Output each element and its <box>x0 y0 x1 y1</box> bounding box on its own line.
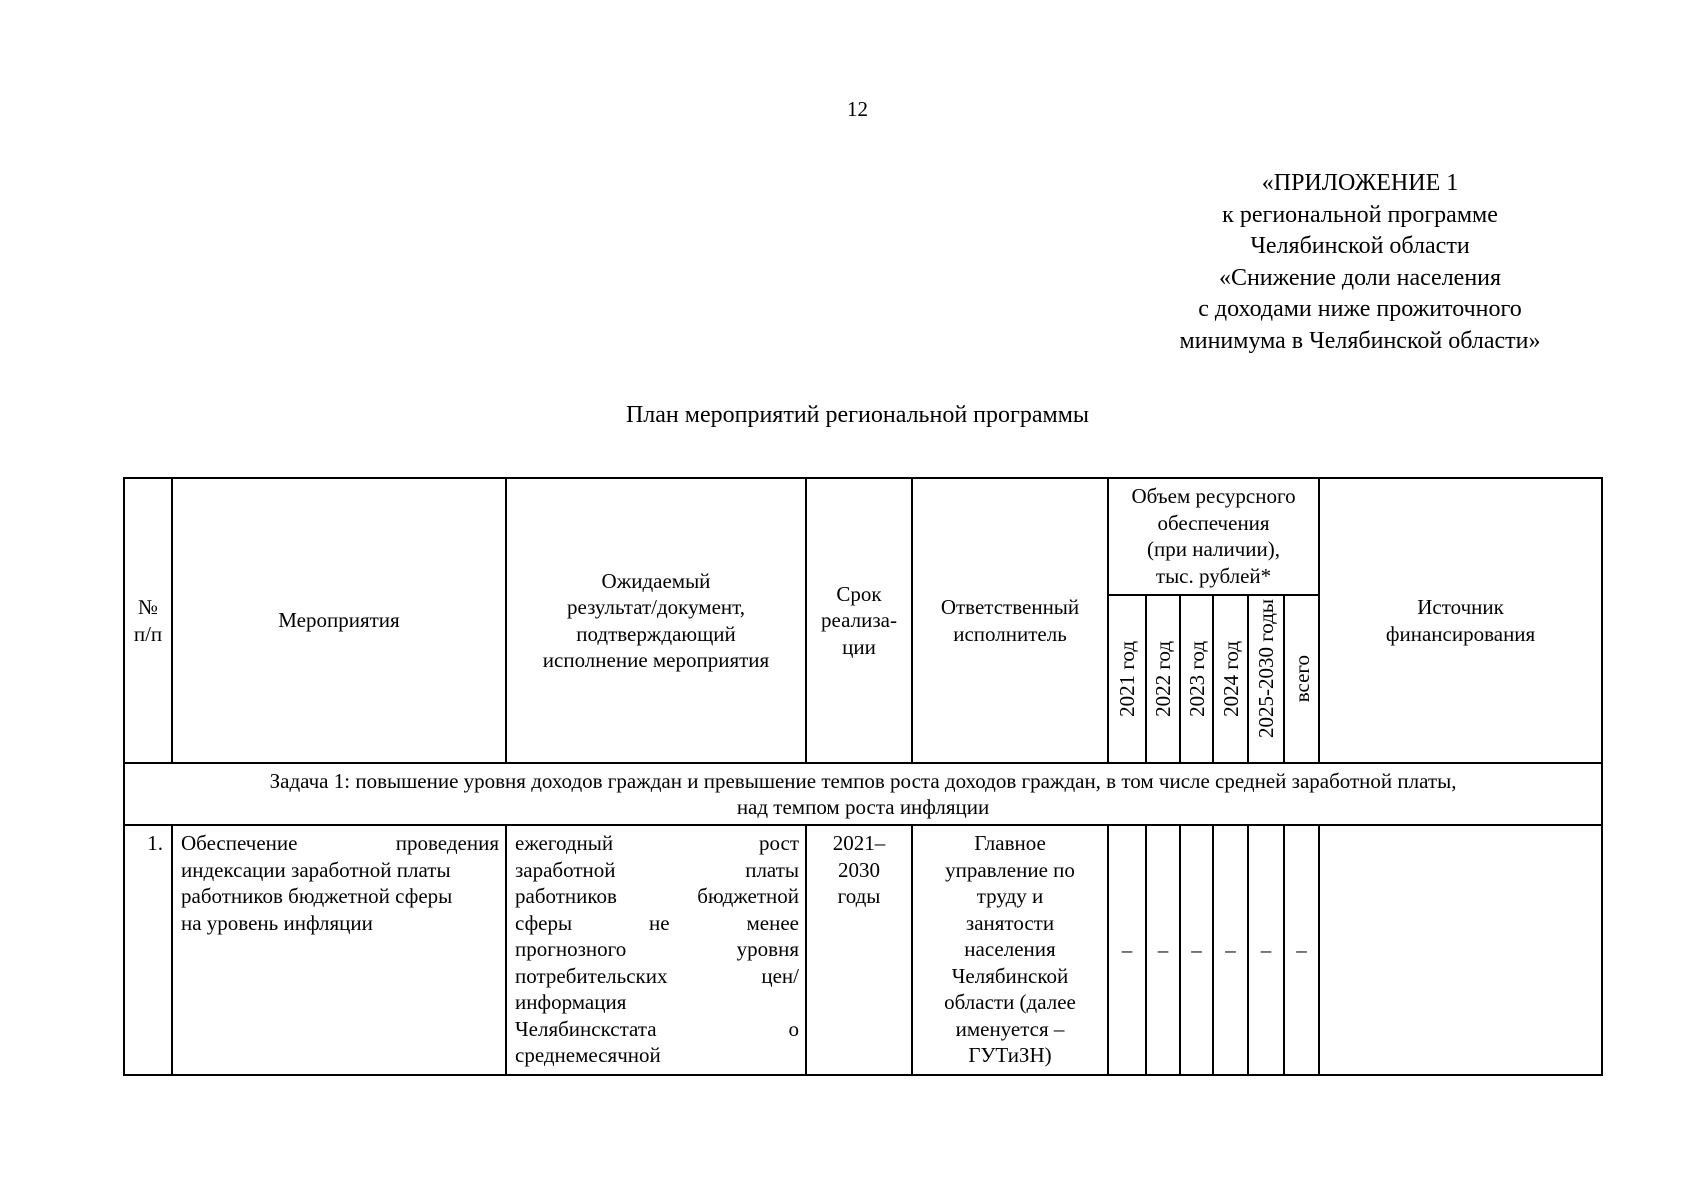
executor-line: Главное <box>974 831 1046 855</box>
measure-line: работников бюджетной сферы <box>181 884 453 908</box>
header-resources-line: Объем ресурсного <box>1131 484 1296 508</box>
measure-word: проведения <box>395 831 499 855</box>
result-word: сферы <box>515 910 573 935</box>
result-line <box>515 910 799 937</box>
result-word: цен/ <box>761 963 799 988</box>
header-year-2025-2030 <box>1248 595 1284 763</box>
header-result <box>506 478 806 763</box>
page-number: 12 <box>847 97 868 121</box>
result-word: платы <box>745 857 799 882</box>
header-resources-line: (при наличии), <box>1147 537 1281 561</box>
measure-word: Обеспечение <box>181 831 298 855</box>
executor-line: управление по <box>945 857 1075 882</box>
result-line <box>515 963 799 990</box>
header-source <box>1319 478 1602 763</box>
result-word: прогнозного <box>515 937 627 961</box>
header-executor <box>912 478 1108 763</box>
result-line <box>515 883 799 910</box>
executor-line: занятости <box>965 910 1055 935</box>
appendix-line: к региональной программе <box>1222 201 1498 228</box>
table-row <box>124 825 1602 1075</box>
header-resources-line: обеспечения <box>1157 510 1270 535</box>
executor-line: Челябинской <box>951 963 1069 988</box>
appendix-line: с доходами ниже прожиточного <box>1198 296 1522 322</box>
row-num: 1. <box>124 825 172 1075</box>
header-result-line: Ожидаемый <box>601 568 711 593</box>
header-year-label: 2023 год <box>1184 641 1209 717</box>
header-source-line: финансирования <box>1385 621 1536 646</box>
value-total: – <box>1284 825 1319 1075</box>
row-measure <box>172 825 506 1075</box>
header-total <box>1284 595 1319 763</box>
value-2024: – <box>1213 825 1248 1075</box>
result-line: информация <box>515 990 627 1014</box>
executor-line: труду и <box>976 884 1044 908</box>
task-row <box>124 763 1602 825</box>
header-term <box>806 478 912 763</box>
result-word: уровня <box>736 937 799 961</box>
header-resources-line: тыс. рублей* <box>1155 563 1272 588</box>
header-year-label: 2025-2030 годы <box>1254 599 1278 739</box>
action-plan-table <box>123 477 1603 1076</box>
measure-line: на уровень инфляции <box>181 910 373 935</box>
result-word: не <box>649 910 670 935</box>
header-year-2024 <box>1213 595 1248 763</box>
value-2022: – <box>1146 825 1180 1075</box>
header-term-line: Срок <box>836 581 882 606</box>
result-word: работников <box>515 884 617 908</box>
term-line: 2021– <box>832 831 886 855</box>
header-num <box>124 478 172 763</box>
appendix-line: минимума в Челябинской области» <box>1179 327 1541 354</box>
appendix-line: «Снижение доли населения <box>1218 264 1502 291</box>
header-measures <box>172 478 506 763</box>
header-year-2023 <box>1180 595 1213 763</box>
row-executor <box>912 825 1108 1075</box>
header-result-line: исполнение мероприятия <box>542 648 770 672</box>
measure-line: индексации заработной платы <box>181 857 451 882</box>
header-result-line: результат/документ, <box>567 595 745 619</box>
executor-line: населения <box>964 937 1056 961</box>
header-year-label: 2021 год <box>1115 641 1139 717</box>
header-executor-line: Ответственный <box>940 595 1080 619</box>
value-2023: – <box>1180 825 1213 1075</box>
header-year-2021 <box>1108 595 1146 763</box>
row-term <box>806 825 912 1075</box>
task-line: над темпом роста инфляции <box>736 795 990 819</box>
task-line: Задача 1: повышение уровня доходов граждан и превышение темпов роста доходов граждан, в том числе средней заработной платы, <box>269 769 1457 793</box>
header-executor-line: исполнитель <box>953 621 1067 646</box>
term-line: 2030 <box>838 857 880 882</box>
header-term-line: реализа- <box>821 608 897 633</box>
result-word: заработной <box>515 857 616 882</box>
term-line: годы <box>837 884 881 908</box>
appendix-line: Челябинской области <box>1250 233 1470 259</box>
header-source-line: Источник <box>1417 595 1504 619</box>
document-title: План мероприятий региональной программы <box>625 402 1090 428</box>
result-word: ежегодный <box>515 831 614 855</box>
header-num-line: № <box>137 595 159 619</box>
row-source <box>1319 825 1602 1075</box>
result-line: среднемесячной <box>515 1043 661 1067</box>
value-2021: – <box>1108 825 1146 1075</box>
appendix-heading <box>1150 168 1570 357</box>
executor-line: именуется – <box>955 1016 1065 1041</box>
executor-line: ГУТиЗН) <box>968 1043 1052 1067</box>
header-result-line: подтверждающий <box>576 621 736 646</box>
result-word: бюджетной <box>697 884 799 908</box>
result-word: о <box>788 1016 799 1041</box>
header-year-label: 2022 год <box>1151 641 1175 717</box>
header-measures-label: Мероприятия <box>278 608 400 633</box>
measure-line <box>181 830 499 857</box>
header-year-label: всего <box>1289 655 1314 703</box>
row-result <box>506 825 806 1075</box>
appendix-line: «ПРИЛОЖЕНИЕ 1 <box>1261 170 1459 196</box>
result-line <box>515 936 799 963</box>
result-word: рост <box>758 831 799 855</box>
header-num-line: п/п <box>133 621 163 646</box>
result-line <box>515 857 799 884</box>
result-word: менее <box>746 910 799 935</box>
executor-line: области (далее <box>944 990 1076 1014</box>
result-line <box>515 1016 799 1043</box>
header-term-line: ции <box>842 634 876 659</box>
result-word: Челябинскстата <box>515 1016 657 1041</box>
header-year-2022 <box>1146 595 1180 763</box>
result-line <box>515 830 799 857</box>
result-word: потребительских <box>515 963 668 988</box>
header-year-label: 2024 год <box>1218 641 1243 717</box>
value-2025-2030: – <box>1248 825 1284 1075</box>
header-resources <box>1108 478 1319 595</box>
